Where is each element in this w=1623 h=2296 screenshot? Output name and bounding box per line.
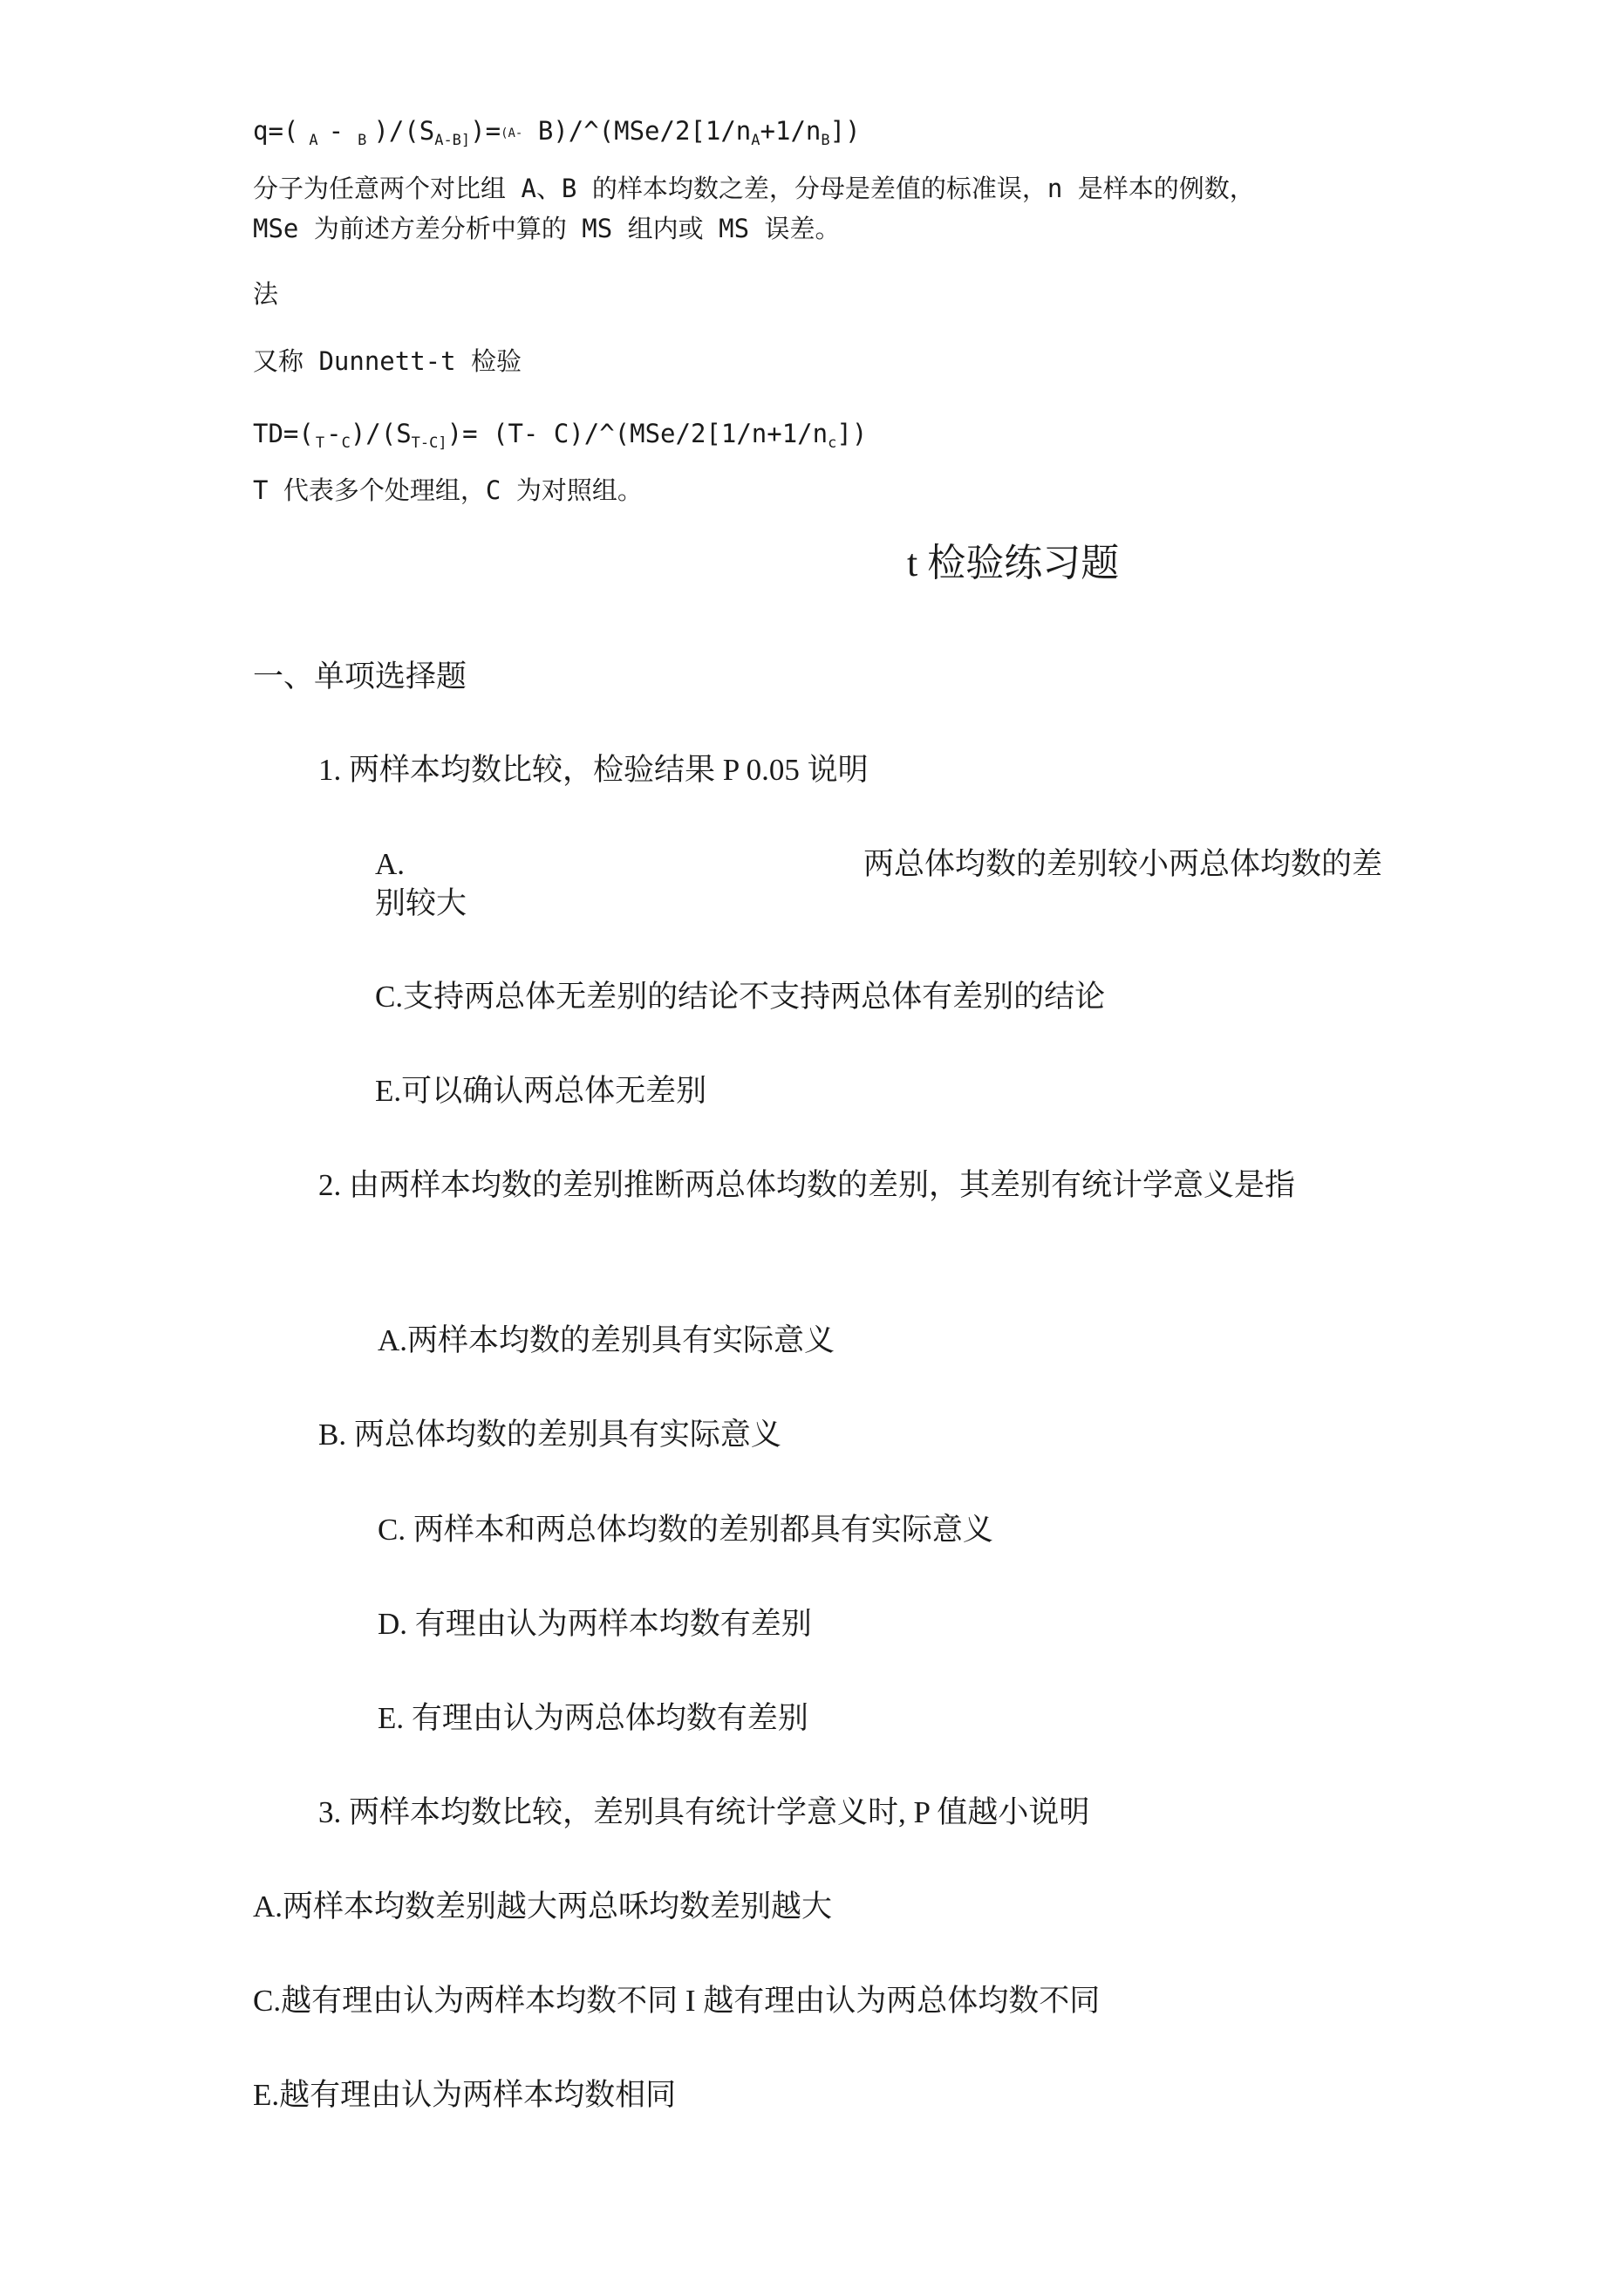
formula-subscript: T [315, 434, 325, 452]
question-2-option-e: E. 有理由认为两总体均数有差别 [378, 1701, 808, 1735]
question-1-option-c: C.支持两总体无差别的结论不支持两总体有差别的结论 [375, 980, 1106, 1014]
dunnett-label: 又称 Dunnett-t 检验 [253, 346, 522, 376]
formula-part: - [326, 419, 342, 448]
paragraph-q-line1: 分子为任意两个对比组 A、B 的样本均数之差，分母是差值的标准误，n 是样本的例数， [253, 174, 1255, 203]
question-2-option-b: B. 两总体均数的差别具有实际意义 [318, 1418, 781, 1452]
question-1-option-e: E.可以确认两总体无差别 [375, 1074, 707, 1108]
formula-q [253, 116, 861, 149]
formula-subscript: A [309, 132, 318, 149]
formula-part: q=( [253, 116, 299, 146]
question-3-stem: 3. 两样本均数比较，差别具有统计学意义时, P 值越小说明 [318, 1795, 1090, 1829]
question-3-option-c: C.越有理由认为两样本均数不同 I 越有理由认为两总体均数不同 [253, 1984, 1101, 2018]
question-1-stem: 1. 两样本均数比较，检验结果 P 0.05 说明 [318, 753, 869, 787]
formula-subscript: A [751, 132, 760, 149]
formula-subscript: C [341, 434, 351, 452]
fa-label: 法 [253, 279, 279, 309]
formula-subscript: T-C] [411, 434, 447, 452]
formula-part: )/(S [350, 419, 412, 448]
question-3-option-e: E.越有理由认为两样本均数相同 [253, 2078, 677, 2112]
question-1-option-a-cont: 别较大 [375, 886, 467, 920]
formula-part: B)/^(MSe/2[1/n [522, 116, 752, 146]
question-2-option-d: D. 有理由认为两样本均数有差别 [378, 1607, 812, 1641]
formula-part: ]) [836, 419, 868, 448]
formula-part: +1/n [760, 116, 822, 146]
formula-part: TD=( [253, 419, 314, 448]
section-heading: 一、单项选择题 [253, 659, 467, 694]
formula-part: )= (T- C)/^(MSe/2[1/n+1/n [447, 419, 829, 448]
question-1-option-a-text: 两总体均数的差别较小两总体均数的差 [863, 847, 1383, 881]
question-2-option-a: A.两样本均数的差别具有实际意义 [378, 1323, 835, 1357]
question-3-option-a: A.两样本均数差别越大两总咊均数差别越大 [253, 1889, 833, 1924]
formula-part: )= [470, 116, 501, 146]
formula-part: - [328, 116, 344, 146]
formula-subscript: c [828, 434, 837, 452]
formula-subscript: B [358, 132, 367, 149]
question-2-option-c: C. 两样本和两总体均数的差别都具有实际意义 [378, 1513, 993, 1547]
question-2-stem: 2. 由两样本均数的差别推断两总体均数的差别，其差别有统计学意义是指 [318, 1168, 1296, 1202]
paragraph-q-line2: MSe 为前述方差分析中算的 MS 组内或 MS 误差。 [253, 214, 841, 243]
page-title: t 检验练习题 [907, 542, 1120, 584]
formula-td [253, 419, 867, 452]
formula-part: )/(S [373, 116, 435, 146]
question-1-option-a-label: A. [375, 847, 406, 881]
td-note: T 代表多个处理组，C 为对照组。 [253, 475, 643, 505]
formula-part: ]) [829, 116, 861, 146]
formula-subscript: A-B] [434, 132, 471, 149]
formula-subscript: (A- [501, 126, 523, 140]
formula-subscript: B [821, 132, 830, 149]
